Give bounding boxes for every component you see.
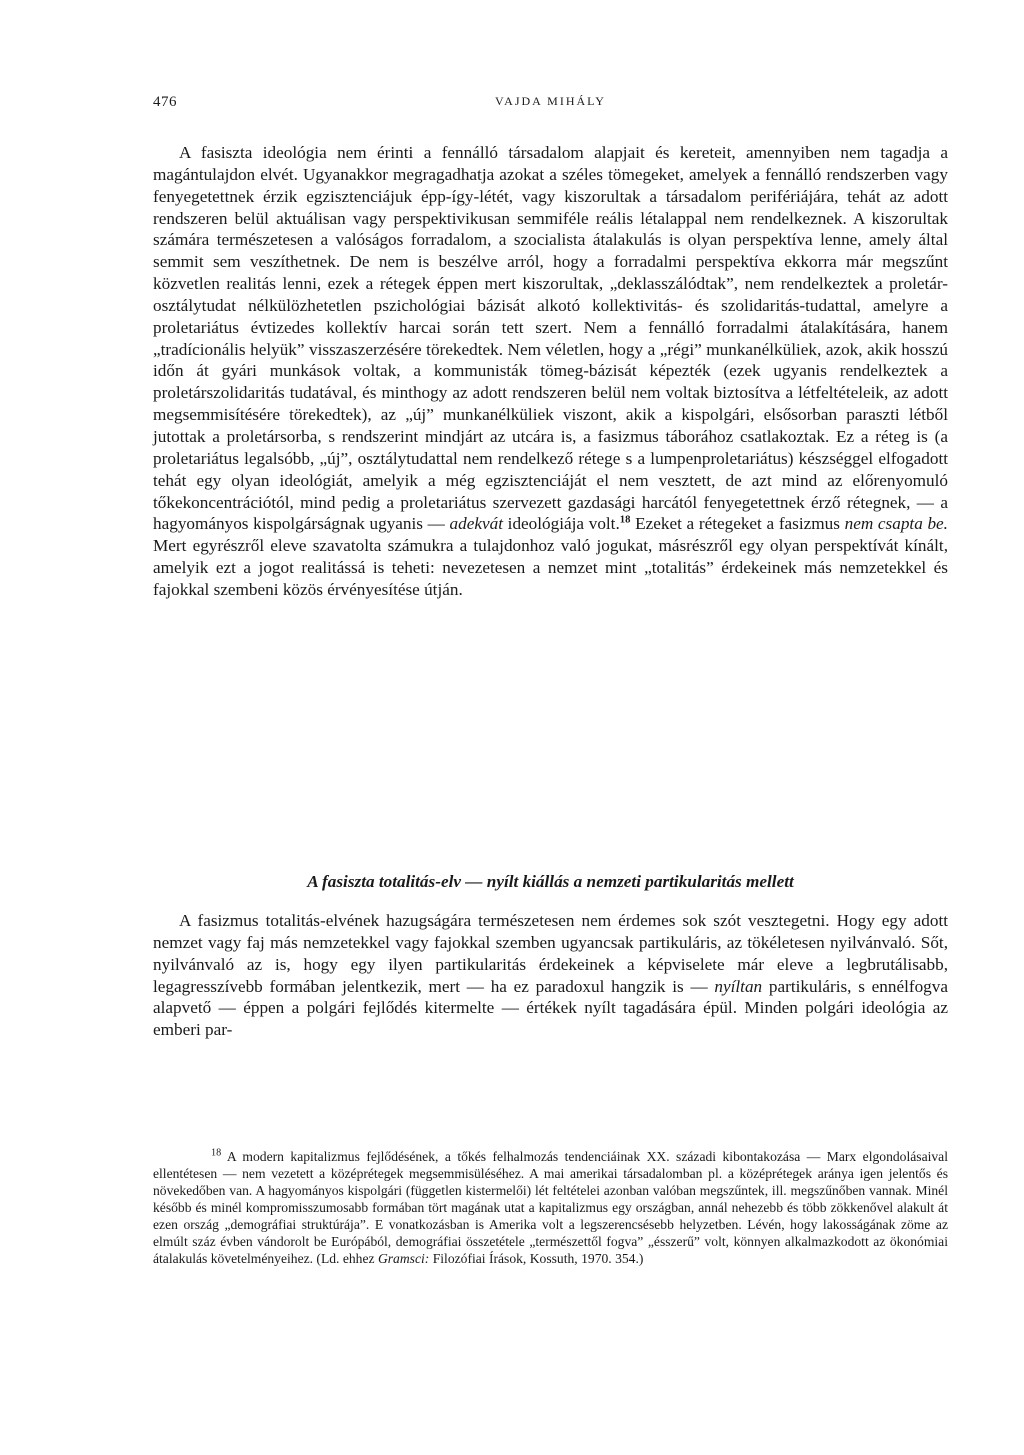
paragraph-2-text-b: partikuláris, s ennélfogva alapvető — éppen a polgári fejlődés kitermelte — értékek nyílt tagadására épül. Minden polgári ideológia az emberi par- [153,976,948,1040]
section-heading: A fasiszta totalitás-elv — nyílt kiállás a nemzeti partikularitás mellett [307,872,794,891]
paragraph-1-text-a: A fasiszta ideológia nem érinti a fennálló társadalom alapjait és kereteit, amennyiben nem tagadja a magántulajdon elvét. Ugyanakkor megragadhatja azokat a széles tömegeket, amelyek a fennálló rendszerben vagy fenyegetettnek érzik egzisztenciájuk épp-így-létét, vagy kiszorultak a társadalom perifériájára, tehát az adott rendszeren belül aktuálisan vagy perspektivikusan semmiféle reális létalappal nem rendelkeznek. A kiszorultak számára természetesen a valóságos forradalom, a szocialista átalakulás is olyan perspektíva lenne, amely által semmit sem veszíthetnek. De nem is beszélve arról, hogy a forradalmi perspektíva ekkorra már megszűnt közvetlen realitás lenni, ezek a rétegek éppen mert kiszorultak, „deklasszálódtak”, nem rendelkeztek a proletár-osztálytudat nélkülözhetetlen pszichológiai bázisát alkotó kollektivitás- és szolidaritás-tudattal, amelyre a proletariátus évtizedes kollektív harcai során tett szert. Nem a fennálló forradalmi átalakítására, hanem „tradícionális helyük” visszaszerzésére törekedtek. Nem véletlen, hogy a „régi” munkanélküliek, azok, akik hosszú időn át gyári munkások voltak, a kommunisták tömeg-bázisát képezték (ezek ugyanis rendelkeztek a proletárszolidaritás tudatával, és minthogy az adott rendszeren belül nem voltak biztosítva a létfeltételeik, az adott megsemmisítésére törekedtek), az „új” munkanélküliek viszont, akik a kispolgári, elsősorban paraszti létből jutottak a proletársorba, s rendszerint mindjárt az utcára is, a fasizmus táborához csatlakoztak. Ez a réteg is (a proletariátus legalsóbb, „új”, osztálytudattal nem rendelkező rétege s a lumpenproletariátus) készséggel elfogadott tehát egy olyan ideológiát, amelyik a még egzisztenciáját el nem vesztett, de azt mind az előrenyomuló tőkekoncentrációtól, mind pedig a proletariátus szervezett gazdasági harcától fenyegetettnek érző rétegnek, — a hagyományos kispolgárságnak ugyanis — [153,143,948,534]
page-number: 476 [153,94,177,110]
footnote-text-a: A modern kapitalizmus fejlődésének, a tőkés felhalmozás tendenciáinak XX. századi kibontakozása — Marx elgondolásaival ellentétesen — nem vezetett a középrétegek megsemmisüléséhez. A mai amerikai társadalomban pl. a középrétegek aránya igen jelentős és növekedőben van. A hagyományos kispolgári (független kistermelői) lét feltételei azonban valóban megszűntek, ill. megszűnőben vannak. Minél később és minél kompromisszumosabb formában tört magának utat a kapitalizmus egy országban, annál nehezebb és több zökkenővel alakult át ezen ország „demográfiai struktúrája”. E vonatkozásban is Amerika volt a legszerencsésebb helyzetben. Lévén, hogy lakosságának zöme az elmúlt száz évben vándorolt be Európából, demográfiai összetétele „természettől fogva” „ésszerű” volt, könnyen alkalmazkodott az ökonómiai átalakulás követelményeihez. (Ld. ehhez [153,1149,948,1266]
running-title: VAJDA MIHÁLY [495,94,606,108]
footnote-italic-a: Gramsci: [377,1251,430,1266]
footnote-text-b: Filozófiai Írások, Kossuth, 1970. 354.) [429,1251,644,1266]
paragraph-1 [153,142,948,601]
paragraph-1-italic-b: nem csapta be. [844,514,948,534]
footnote-reference: 18 [619,514,631,526]
footnote-number: 18 [211,1147,222,1159]
paragraph-2-italic-a: nyíltan [714,976,763,996]
paragraph-1-text-d: Mert egyrészről eleve szavatolta számukra a tulajdonhoz való jogukat, másrészről egy olyan perspektívát kínált, amelyik ezt a jogot realitássá is teheti: nevezetesen a nemzet mint „totalitás” érdekeinek más nemzetekkel és fajokkal szembeni közös érvényesítése útján. [153,536,948,599]
paragraph-2 [153,910,948,1041]
paragraph-1-italic-a: adekvát [449,514,503,534]
running-head [153,94,948,118]
paragraph-1-text-b: ideológiája volt. [503,514,620,534]
footnote-18 [153,1148,948,1267]
paragraph-2-text-a: A fasizmus totalitás-elvének hazugságára természetesen nem érdemes sok szót vesztegetni. Hogy egy adott nemzet vagy faj más nemzetekkel vagy fajokkal szemben ugyancsak partikuláris, az tökéletesen nyilvánvaló. Sőt, nyilvánvaló az is, hogy egy ilyen partikularitás érdekeinek a képviselete már eleve a legbrutálisabb, legagresszívebb formában jelentkezik, mert — ha ez paradoxul hangzik is — [153,911,948,996]
paragraph-1-text-c: Ezeket a rétegeket a fasizmus [630,514,845,534]
